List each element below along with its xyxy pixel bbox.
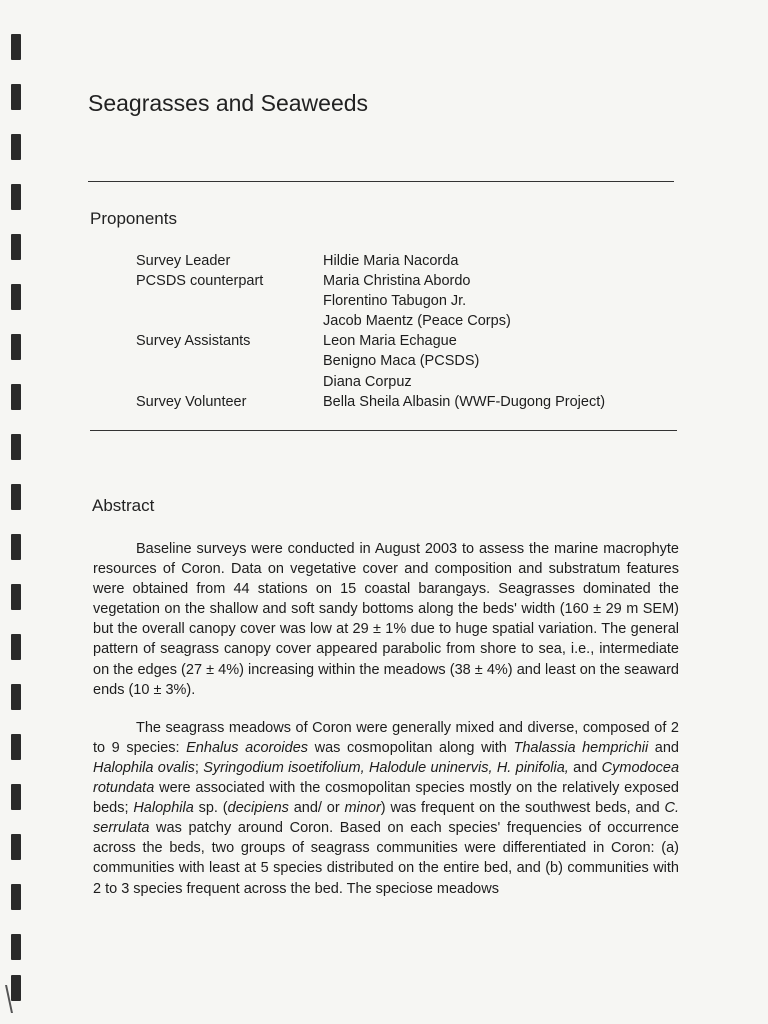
proponent-name: Jacob Maentz (Peace Corps) — [323, 313, 511, 330]
species-name: Enhalus acoroides — [186, 739, 309, 756]
binding-hole — [11, 134, 21, 160]
species-name: Halophila ovalis — [93, 759, 195, 776]
binding-hole — [11, 34, 21, 60]
proponent-name: Bella Sheila Albasin (WWF-Dugong Project) — [323, 393, 606, 410]
binding-hole — [11, 934, 21, 960]
binding-hole — [11, 784, 21, 810]
binding-hole — [11, 434, 21, 460]
binding-hole — [11, 84, 21, 110]
binding-hole — [11, 484, 21, 510]
binding-hole — [11, 884, 21, 910]
binding-hole — [11, 234, 21, 260]
text-run: was patchy around Coron. Based on each species' frequencies of occurrence across the beds, two groups of seagrass communities were differentiated in Coron: (a) communities with least at 5 species distributed on the entire bed, and (b) communities with 2 to 3 species frequent across the bed. The speciose meadows — [93, 820, 679, 897]
proponent-names — [323, 392, 696, 412]
proponent-role: Survey Assistants — [136, 333, 251, 350]
text-run: ) was frequent on the southwest beds, and — [380, 800, 665, 817]
proponent-row — [136, 392, 696, 412]
proponent-name: Hildie Maria Nacorda — [323, 253, 459, 269]
proponent-name: Maria Christina Abordo — [323, 273, 471, 290]
species-name: Cymodocea rotundata — [93, 759, 680, 797]
page-edge-mark — [5, 985, 27, 1013]
species-name: Syringodium isoetifolium, Halodule uninervis, H. pinifolia, — [203, 759, 569, 776]
proponent-name: Benigno Maca (PCSDS) — [323, 353, 480, 370]
abstract-body — [93, 539, 679, 917]
spiral-binding — [0, 0, 40, 1024]
binding-hole — [11, 634, 21, 660]
text-run: and — [648, 739, 679, 756]
binding-hole — [11, 184, 21, 210]
proponent-row — [136, 331, 696, 391]
binding-hole — [11, 384, 21, 410]
proponent-row — [136, 251, 696, 271]
divider-bottom — [90, 430, 677, 431]
species-name: minor — [344, 800, 381, 817]
species-name: C. serrulata — [93, 800, 680, 837]
proponent-role: PCSDS counterpart — [136, 273, 264, 290]
text-run: and — [568, 759, 602, 776]
proponents-heading: Proponents — [90, 209, 177, 228]
text-run: The seagrass meadows of Coron were generally mixed and diverse, composed of 2 to 9 species: — [93, 719, 679, 756]
proponent-names — [323, 271, 696, 331]
proponent-names — [323, 251, 696, 271]
abstract-paragraph-2 — [93, 718, 679, 899]
text-run: ; — [194, 759, 204, 776]
text-run: and/ or — [288, 800, 345, 817]
page-title: Seagrasses and Seaweeds — [88, 90, 369, 116]
binding-hole — [11, 534, 21, 560]
binding-hole — [11, 834, 21, 860]
binding-hole — [11, 284, 21, 310]
text-run: was cosmopolitan along with — [308, 739, 514, 756]
proponents-list — [136, 251, 696, 412]
text-run: were associated with the cosmopolitan species mostly on the relatively exposed beds; — [93, 780, 679, 817]
divider-top — [88, 181, 674, 182]
species-name: decipiens — [227, 800, 289, 817]
species-name: Thalassia hemprichii — [513, 739, 649, 756]
binding-hole — [11, 684, 21, 710]
binding-hole — [11, 584, 21, 610]
proponent-role: Survey Volunteer — [136, 393, 247, 410]
proponent-names — [323, 331, 696, 391]
proponent-name: Leon Maria Echague — [323, 333, 457, 350]
proponent-role: Survey Leader — [136, 253, 231, 269]
proponent-row — [136, 271, 696, 331]
proponent-name: Diana Corpuz — [323, 373, 412, 390]
abstract-paragraph-1: Baseline surveys were conducted in August 2003 to assess the marine macrophyte resources of Coron. Data on vegetative cover and composition and substratum features were obtained from 44 stations on 15 coastal barangays. Seagrasses dominated the vegetation on the shallow and soft sandy bottoms along the beds' width (160 ± 29 m SEM) but the overall canopy cover was low at 29 ± 1% due to huge spatial variation. The general pattern of seagrass canopy cover appeared parabolic from shore to sea, i.e., intermediate on the edges (27 ± 4%) increasing within the meadows (38 ± 4%) and least on the seaward ends (10 ± 3%). — [93, 541, 679, 698]
binding-hole — [11, 734, 21, 760]
species-name: Halophila — [133, 800, 194, 817]
abstract-heading: Abstract — [92, 496, 155, 515]
proponent-name: Florentino Tabugon Jr. — [323, 293, 467, 310]
binding-hole — [11, 334, 21, 360]
text-run: sp. ( — [193, 800, 228, 817]
